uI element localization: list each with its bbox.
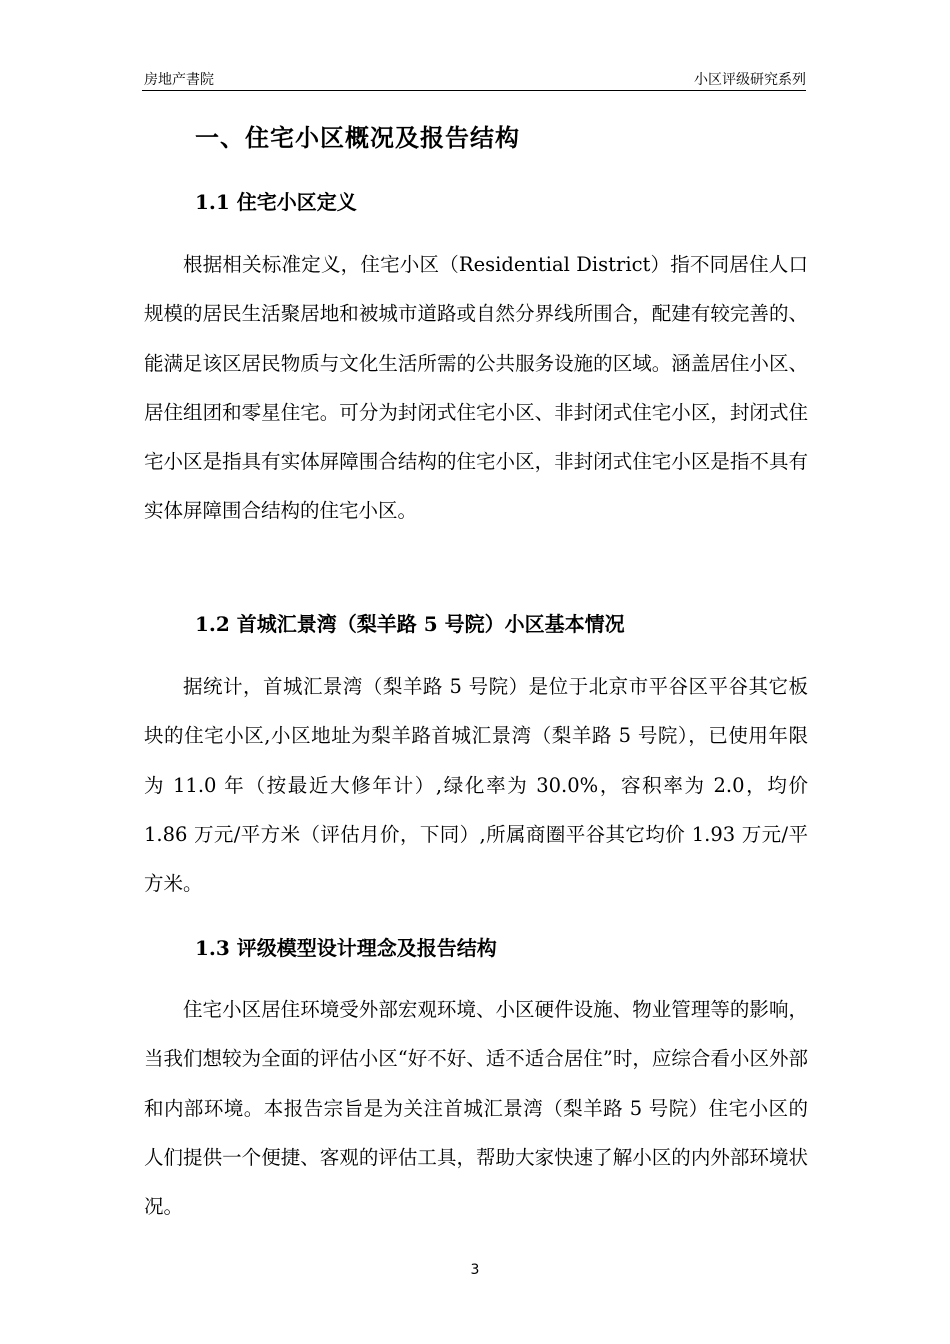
chapter-title: 一、住宅小区概况及报告结构 [195,123,520,152]
section-heading-1-3: 1.3 评级模型设计理念及报告结构 [195,936,497,960]
page-header [142,66,806,91]
header-series-title: 小区评级研究系列 [694,72,806,88]
section-paragraph-1-1: 根据相关标准定义，住宅小区（Residential District）指不同居住人口规模的居民生活聚居地和被城市道路或自然分界线所围合，配建有较完善的、能满足该区居民物质与文化生活所需的公共服务设施的区域。涵盖居住小区、居住组团和零星住宅。可分为封闭式住宅小区、非封闭式住宅小区，封闭式住宅小区是指具有实体屏障围合结构的住宅小区，非封闭式住宅小区是指不具有实体屏障围合结构的住宅小区。 [144,253,808,523]
page-number: 3 [470,1262,480,1278]
header-publisher: 房地产書院 [144,72,214,88]
section-paragraph-1-2: 据统计，首城汇景湾（梨羊路 5 号院）是位于北京市平谷区平谷其它板块的住宅小区,小区地址为梨羊路首城汇景湾（梨羊路 5 号院），已使用年限为 11.0 年（按最近大修年计）,绿化率为 30.0%，容积率为 2.0，均价 1.86 万元/平方米（评估月价，下同）,所属商圈平谷其它均价 1.93 万元/平方米。 [144,675,808,896]
section-paragraph-1-3: 住宅小区居住环境受外部宏观环境、小区硬件设施、物业管理等的影响，当我们想较为全面的评估小区“好不好、适不适合居住”时，应综合看小区外部和内部环境。本报告宗旨是为关注首城汇景湾（梨羊路 5 号院）住宅小区的人们提供一个便捷、客观的评估工具，帮助大家快速了解小区的内外部环境状况。 [144,998,808,1219]
section-heading-1-2: 1.2 首城汇景湾（梨羊路 5 号院）小区基本情况 [195,612,625,636]
section-heading-1-1: 1.1 住宅小区定义 [195,190,357,214]
